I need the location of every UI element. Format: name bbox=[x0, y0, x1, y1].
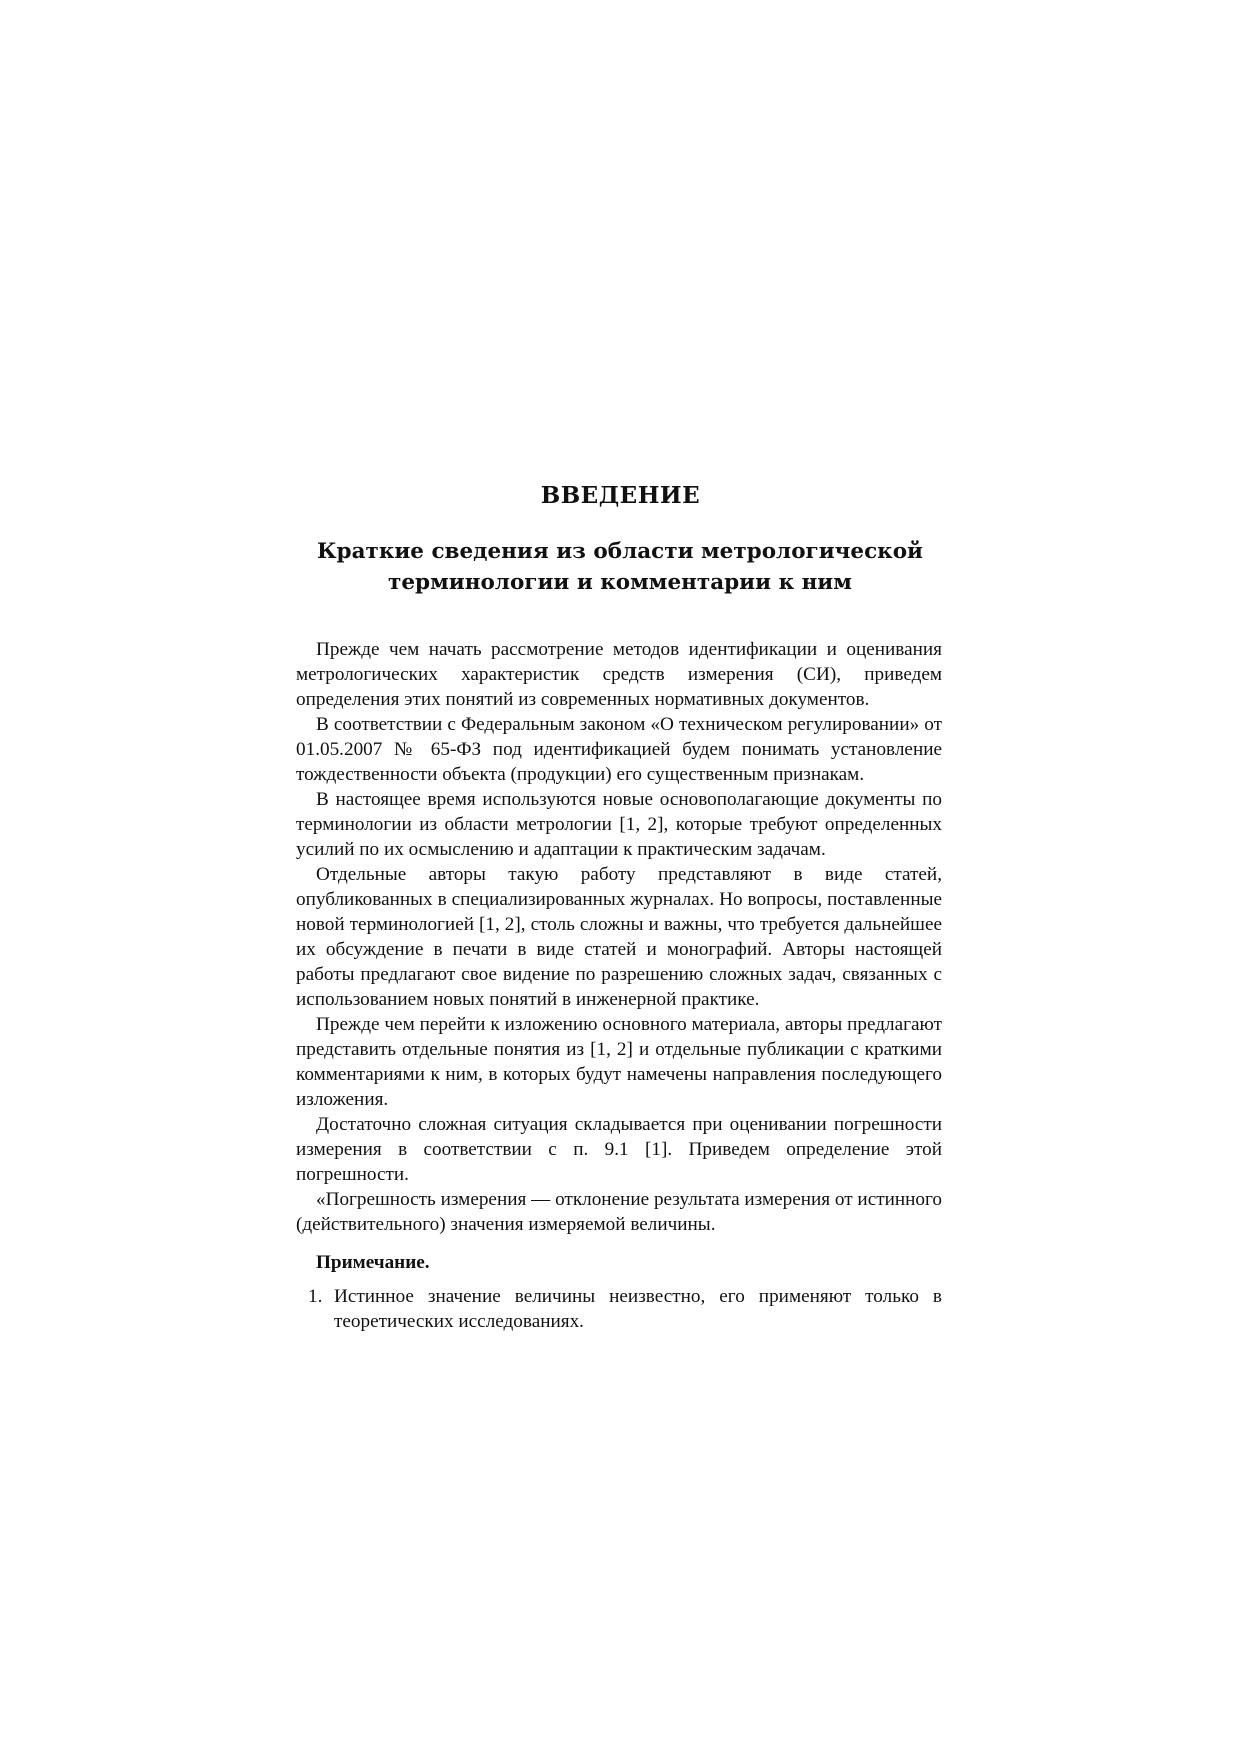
paragraph: Прежде чем перейти к изложению основного материала, авторы предлагают представить отдельные понятия из [1, 2] и отдельные публикации с краткими комментариями к ним, в которых будут намечены направления последующего изложения. bbox=[296, 1014, 942, 1110]
note-heading: Примечание. bbox=[316, 1252, 430, 1273]
paragraph: В соответствии с Федеральным законом «О техническом регулировании» от 01.05.2007 № 65-ФЗ под идентификацией будем понимать установление тождественности объекта (продукции) его существенным признакам. bbox=[296, 714, 942, 785]
note-item bbox=[296, 1284, 942, 1334]
note-item-text: Истинное значение величины неизвестно, его применяют только в теоретических исследованиях. bbox=[334, 1286, 942, 1332]
subtitle-line-1: Краткие сведения из области метрологической bbox=[316, 539, 923, 564]
paragraph: Прежде чем начать рассмотрение методов идентификации и оценивания метрологических характеристик средств измерения (СИ), приведем определения этих понятий из современных нормативных документов. bbox=[296, 639, 942, 710]
body-text bbox=[296, 637, 942, 1334]
note-item-number: 1. bbox=[308, 1286, 323, 1307]
paragraph: В настоящее время используются новые основополагающие документы по терминологии из области метрологии [1, 2], которые требуют определенных усилий по их осмыслению и адаптации к практическим задачам. bbox=[296, 789, 942, 860]
note-list bbox=[296, 1284, 942, 1334]
paragraph: Отдельные авторы такую работу представляют в виде статей, опубликованных в специализированных журналах. Но вопросы, поставленные новой терминологией [1, 2], столь сложны и важны, что требуется дальнейшее их обсуждение в печати в виде статей и монографий. Авторы настоящей работы предлагают свое видение по разрешению сложных задач, связанных с использованием новых понятий в инженерной практике. bbox=[296, 864, 942, 1010]
section-subtitle bbox=[290, 536, 950, 598]
subtitle-line-2: терминологии и комментарии к ним bbox=[388, 570, 852, 595]
paragraph: Достаточно сложная ситуация складывается при оценивании погрешности измерения в соответствии с п. 9.1 [1]. Приведем определение этой погрешности. bbox=[296, 1114, 942, 1185]
chapter-title: ВВЕДЕНИЕ bbox=[540, 482, 701, 509]
paragraph: «Погрешность измерения — отклонение результата измерения от истинного (действительного) значения измеряемой величины. bbox=[296, 1189, 942, 1235]
